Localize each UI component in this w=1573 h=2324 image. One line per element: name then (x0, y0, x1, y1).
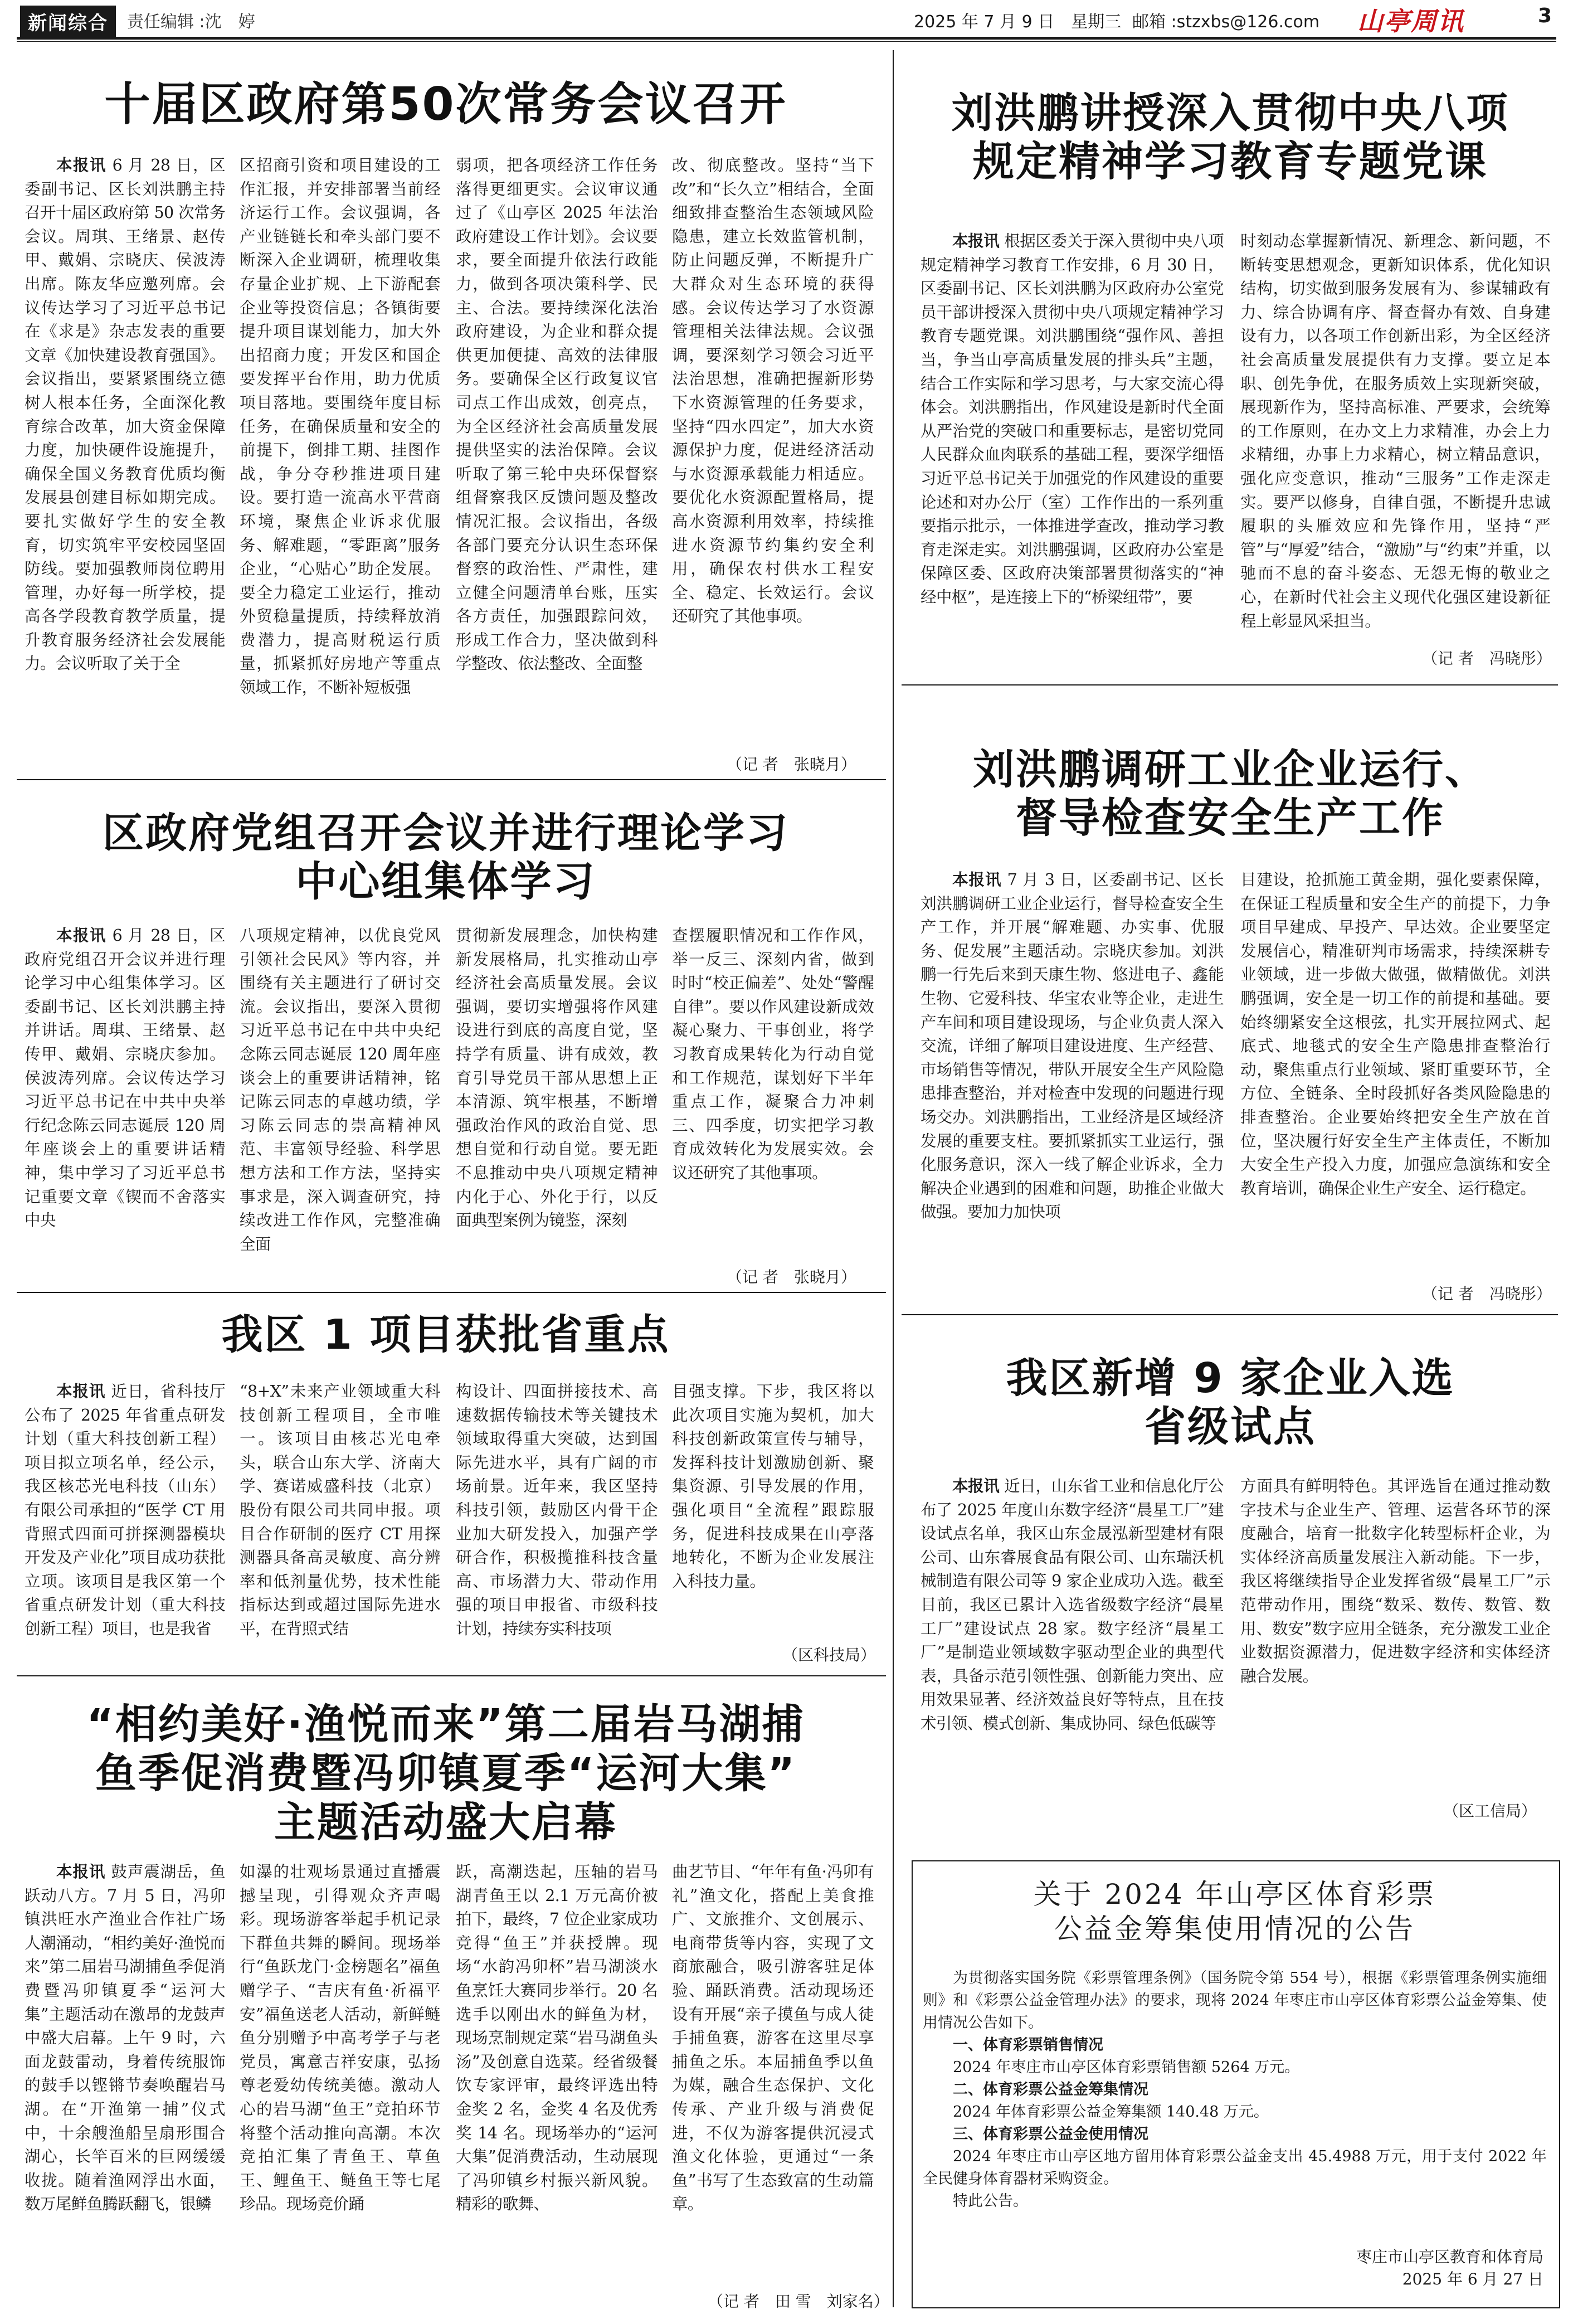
page-header (0, 0, 1573, 36)
article-column: “8+X”未来产业领域重大科技创新工程项目，全市唯一。该项目由核芯光电牵头，联合山东大学、济南大学、赛诺威盛科技（北京）股份有限公司共同申报。项目合作研制的医疗 CT 用探测器具备高灵敏度、高分辨率和低剂量优势，技术性能指标达到或超过国际先进水平，在背照式结 (240, 1382, 440, 1638)
page-number: 3 (1538, 4, 1552, 27)
article-column: 改、彻底整改。坚持“当下改”和“长久立”相结合，全面细致排查整治生态领域风险隐患，建立长效监管机制，防止问题反弹，不断提升广大群众对生态环境的获得感。会议传达学习了水资源管理相关法律法规。会议强调，要深刻学习领会习近平法治思想，准确把握新形势下水资源管理的任务要求，坚持“四水四定”，加大水资源保护力度，促进经济活动与水资源承载能力相适应。要优化水资源配置格局，提高水资源利用效率，持续推进水资源节约集约安全利用，确保农村供水工程安全、稳定、长效运行。会议还研究了其他事项。 (672, 156, 874, 626)
byline: （区工信局） (1443, 1802, 1537, 1820)
article-column: 本报讯 7 月 3 日，区委副书记、区长刘洪鹏调研工业企业运行，督导检查安全生产工作，并开展“解难题、办实事、优服务、促发展”主题活动。宗晓庆参加。刘洪鹏一行先后来到天康生物、悠进电子、鑫能生物、它爱科技、华宝农业等企业，走进生产车间和项目建设现场，与企业负责人深入交流，详细了解项目建设进度、生产经营、市场销售等情况，带队开展安全生产风险隐患排查整治，并对检查中发现的问题进行现场交办。刘洪鹏指出，工业经济是区域经济发展的重要支柱。要抓紧抓实工业运行，强化服务意识，深入一线了解企业诉求，全力解决企业遇到的困难和问题，助推企业做大做强。要加力加快项 (921, 871, 1224, 1222)
article-column: 区招商引资和项目建设的工作汇报，并安排部署当前经济运行工作。会议强调，各产业链链长和牵头部门要不断深入企业调研，梳理收集存量企业扩规、上下游配套企业等投资信息；各镇街要提升项目谋划能力，加大外出招商力度；开发区和国企要发挥平台作用，助力优质项目落地。要围绕年度目标任务，在确保质量和安全的前提下，倒排工期、挂图作战，争分夺秒推进项目建设。要打造一流高水平营商环境，聚焦企业诉求优服务、解难题，“零距离”服务企业，“心贴心”助企发展。要全力稳定工业运行，推动外贸稳量提质，持续释放消费潜力，提高财税运行质量，抓紧抓好房地产等重点领域工作，不断补短板强 (240, 156, 440, 697)
lead-label: 本报讯 (952, 871, 1002, 889)
header-rule-thin (17, 41, 1556, 42)
notice-section-heading: 三、体育彩票公益金使用情况 (953, 2126, 1148, 2143)
article-headline: 十届区政府第50次常务会议召开 (104, 78, 787, 131)
article-column: 构设计、四面拼接技术、高速数据传输技术等关键技术领域取得重大突破，达到国际先进水平，具有广阔的市场前景。近年来，我区坚持科技引领，鼓励区内骨干企业加大研发投入，加强产学研合作，积极揽推科技含量高、市场潜力大、带动作用强的项目申报省、市级科技计划，持续夯实科技项 (456, 1382, 658, 1638)
divider (902, 1314, 1558, 1315)
article-column: 时刻动态掌握新情况、新理念、新问题，不断转变思想观念，更新知识体系，优化知识结构，切实做到服务发展有为、参谋辅政有力、综合协调有序、督查督办有效、自身建设有力，以各项工作创新出彩，为全区经济社会高质量发展提供有力支撑。要立足本职、创先争优，在服务质效上实现新突破，展现新作为，坚持高标准、严要求，会统筹的工作原则，在办文上力求精准，办会上力求精细，办事上力求精心，树立精品意识，强化应变意识，推动“三服务”工作走深走实。要严以修身，自律自强，不断提升忠诚履职的头雁效应和先锋作用，坚持“严管”与“厚爱”结合，“激励”与“约束”并重，以驰而不息的奋斗姿态、无怨无悔的敬业之心，在新时代社会主义现代化强区建设新征程上彰显风采担当。 (1240, 232, 1550, 630)
article-headline: 区政府党组召开会议并进行理论学习 中心组集体学习 (103, 809, 789, 906)
column-divider (893, 50, 894, 2307)
newspaper-logo: 山亭周讯 (1357, 6, 1464, 36)
article-column: 方面具有鲜明特色。其评选旨在通过推动数字技术与企业生产、管理、运营各环节的深度融合，培育一批数字化转型标杆企业，为实体经济高质量发展注入新动能。下一步，我区将继续指导企业发挥省级“晨星工厂”示范带动作用，围绕“数采、数传、数管、数用、数安”数字应用全链条，充分激发工业企业数据资源潜力，促进数字经济和实体经济融合发展。 (1240, 1477, 1550, 1685)
notice-date: 2025 年 6 月 27 日 (1402, 2270, 1543, 2288)
article-column: 查摆履职情况和工作作风，举一反三、深刻内省，做到时时“校正偏差”、处处“警醒自律”。要以作风建设新成效凝心聚力、干事创业，将学习教育成果转化为行动自觉和工作规范，谋划好下半年重点工作，凝聚合力冲刺三、四季度，切实把学习教育成效转化为发展实效。会议还研究了其他事项。 (672, 926, 874, 1182)
byline: （记 者 田 雪 刘家名） (708, 2292, 889, 2311)
notice-section-text: 2024 年枣庄市山亭区体育彩票销售额 5264 万元。 (953, 2059, 1300, 2076)
divider (902, 684, 1558, 685)
article-column: 本报讯 根据区委关于深入贯彻中央八项规定精神学习教育工作安排，6 月 30 日，区委副书记、区长刘洪鹏为区政府办公室党员干部讲授深入贯彻中央八项规定精神学习教育专题党课。刘洪鹏围绕“强作风、善担当，争当山亭高质量发展的排头兵”主题，结合工作实际和学习思考，与大家交流心得体会。刘洪鹏指出，作风建设是新时代全面从严治党的突破口和重要标志，是密切党同人民群众血肉联系的基础工程，要深学细悟习近平总书记关于加强党的作风建设的重要论述和对办公厅（室）工作作出的一系列重要指示批示，一体推进学查改，推动学习教育走深走实。刘洪鹏强调，区政府办公室是保障区委、区政府决策部署贯彻落实的“神经中枢”，是连接上下的“桥梁纽带”，要 (921, 232, 1224, 606)
article-column: 本报讯 近日，山东省工业和信息化厅公布了 2025 年度山东数字经济“晨星工厂”建设试点名单，我区山东金晟泓新型建材有限公司、山东睿展食品有限公司、山东瑞沃机械制造有限公司等 9 家企业成功入选。截至目前，我区已累计入选省级数字经济“晨星工厂”建设试点 28 家。数字经济“晨星工厂”是制造业领域数字驱动型企业的典型代表，具备示范引领性强、创新能力突出、应用效果显著、经济效益良好等特点，且在技术引领、模式创新、集成协同、绿色低碳等 (921, 1477, 1224, 1733)
divider (17, 1675, 886, 1676)
divider (17, 1292, 886, 1293)
contact-email: 邮箱 :stzxbs@126.com (1132, 12, 1320, 32)
article-column: 目建设，抢抓施工黄金期，强化要素保障，在保证工程质量和安全生产的前提下，力争项目早建成、早投产、早达效。企业要坚定发展信心，精准研判市场需求，持续深耕专业领域，进一步做大做强，做精做优。刘洪鹏强调，安全是一切工作的前提和基础。要始终绷紧安全这根弦，扎实开展拉网式、起底式、地毯式的安全生产隐患排查整治行动，聚焦重点行业领域、紧盯重要环节，全方位、全链条、全时段抓好各类风险隐患的排查整治。企业要始终把安全生产放在首位，坚决履行好安全生产主体责任，不断加大安全生产投入力度，加强应急演练和安全教育培训，确保企业生产安全、运行稳定。 (1240, 871, 1550, 1198)
issue-date: 2025 年 7 月 9 日 星期三 (914, 12, 1122, 32)
article-column: 八项规定精神，以优良党风引领社会民风》等内容，并围绕有关主题进行了研讨交流。会议指出，要深入贯彻习近平总书记在中共中央纪念陈云同志诞辰 120 周年座谈会上的重要讲话精神，铭记陈云同志的卓越功绩，学习陈云同志的崇高精神风范、丰富领导经验、科学思想方法和工作方法，坚持实事求是，深入调查研究，持续改进工作作风，完整准确全面 (240, 926, 440, 1253)
article-headline: “相约美好·渔悦而来”第二届岩马湖捕 鱼季促消费暨冯卯镇夏季“运河大集” 主题活动盛大启幕 (86, 1700, 805, 1846)
article-column: 本报讯 鼓声震湖岳，鱼跃动八方。7 月 5 日，冯卯镇洪旺水产渔业合作社广场人潮涌动，“相约美好·渔悦而来”第二届岩马湖捕鱼季促消费暨冯卯镇夏季“运河大集”主题活动在激昂的龙鼓声中盛大启幕。上午 9 时，六面龙鼓雷动，身着传统服饰的鼓手以铿锵节奏唤醒岩马湖。在“开渔第一捕”仪式中，十余艘渔船呈扇形围合湖心，长竿百米的巨网缓缓收拢。随着渔网浮出水面，数万尾鲜鱼腾跃翻飞，银鳞 (25, 1863, 225, 2214)
article-column: 跃，高潮迭起，压轴的岩马湖青鱼王以 2.1 万元高价被拍下，最终，7 位企业家成功竞得“鱼王”并获授牌。现场“水韵冯卯杯”岩马湖淡水鱼烹饪大赛同步举行。20 名选手以刚出水的鲜鱼为材，现场烹制规定菜“岩马湖鱼头汤”及创意自选菜。经省级餐饮专家评审，最终评选出特金奖 2 名，金奖 4 名及优秀奖 14 名。现场举办的“运河大集”促消费活动，生动展现了冯卯镇乡村振兴新风貌。精彩的歌舞、 (456, 1863, 658, 2214)
article-headline: 刘洪鹏调研工业企业运行、 督导检查安全生产工作 (973, 746, 1488, 843)
notice-title: 关于 2024 年山亭区体育彩票 公益金筹集使用情况的公告 (1033, 1878, 1436, 1945)
byline: （记 者 张晓月） (727, 1268, 856, 1286)
byline: （记 者 冯晓彤） (1422, 649, 1552, 668)
header-rule (17, 37, 1556, 40)
notice-section-heading: 一、体育彩票销售情况 (953, 2036, 1103, 2054)
lead-label: 本报讯 (56, 156, 107, 174)
byline: （记 者 张晓月） (727, 755, 856, 774)
section-tag: 新闻综合 (20, 6, 116, 37)
notice-section-text: 2024 年体育彩票公益金筹集额 140.48 万元。 (953, 2103, 1269, 2121)
notice-intro: 为贯彻落实国务院《彩票管理条例》（国务院令第 554 号），根据《彩票管理条例实施细则》和《彩票公益金管理办法》的要求，现将 2024 年枣庄市山亭区体育彩票公益金筹集、使用情况公告如下。 (923, 1970, 1547, 2031)
notice-closing: 特此公告。 (953, 2192, 1028, 2210)
article-column: 本报讯 6 月 28 日，区政府党组召开会议并进行理论学习中心组集体学习。区委副书记、区长刘洪鹏主持并讲话。周琪、王绪景、赵传甲、戴娟、宗晓庆参加。侯波涛列席。会议传达学习习近平总书记在中共中央举行纪念陈云同志诞辰 120 周年座谈会上的重要讲话精神，集中学习了习近平总书记重要文章《锲而不舍落实中央 (25, 926, 225, 1230)
notice-section-heading: 二、体育彩票公益金筹集情况 (953, 2081, 1148, 2098)
article-column: 弱项，把各项经济工作任务落得更细更实。会议审议通过了《山亭区 2025 年法治政府建设工作计划》。会议要求，要全面提升依法行政能力，做到各项决策科学、民主、合法。要持续深化法治政府建设，为企业和群众提供更加便捷、高效的法律服务。要确保全区行政复议官司点工作出成效，创亮点，为全区经济社会高质量发展提供坚实的法治保障。会议听取了第三轮中央环保督察组督察我区反馈问题及整改情况汇报。会议指出，各级各部门要充分认识生态环保督察的政治性、严肃性，建立健全问题清单台账，压实各方责任，加强跟踪问效，形成工作合力，坚决做到科学整改、依法整改、全面整 (456, 156, 658, 673)
article-column: 贯彻新发展理念，加快构建新发展格局，扎实推动山亭经济社会高质量发展。会议强调，要切实增强将作风建设进行到底的高度自觉，坚持学有质量、讲有成效，教育引导党员干部从思想上正本清源、筑牢根基，不断增强政治作风的政治自觉、思想自觉和行动自觉。要无距不息推动中央八项规定精神内化于心、外化于行，以反面典型案例为镜鉴，深刻 (456, 926, 658, 1230)
lead-label: 本报讯 (952, 1477, 1000, 1495)
notice-issuer: 枣庄市山亭区教育和体育局 (1356, 2248, 1543, 2266)
lead-label: 本报讯 (56, 1863, 106, 1881)
article-headline: 刘洪鹏讲授深入贯彻中央八项 规定精神学习教育专题党课 (951, 89, 1509, 186)
article-headline: 我区新增 9 家企业入选 省级试点 (1006, 1354, 1455, 1451)
byline: （记 者 冯晓彤） (1422, 1285, 1552, 1303)
lead-label: 本报讯 (952, 232, 1000, 250)
divider (17, 779, 886, 780)
article-headline: 我区 1 项目获批省重点 (221, 1311, 670, 1359)
notice-signature (1270, 2246, 1543, 2291)
article-column: 目强支撑。下步，我区将以此次项目实施为契机，加大科技创新政策宣传与辅导，发挥科技计划激励创新、聚集资源、引导发展的作用，强化项目“全流程”跟踪服务，促进科技成果在山亭落地转化，不断为企业发展注入科技力量。 (672, 1382, 874, 1591)
notice-section-text: 2024 年枣庄市山亭区地方留用体育彩票公益金支出 45.4988 万元，用于支付 2022 年全民健身体育器材采购资金。 (923, 2148, 1547, 2187)
notice-body (923, 1967, 1547, 2213)
lead-label: 本报讯 (56, 926, 107, 945)
article-column: 如瀑的壮观场景通过直播震撼呈现，引得观众齐声喝彩。现场游客举起手机记录下群鱼共舞的瞬间。现场举行“鱼跃龙门·金榜题名”福鱼赠学子、“吉庆有鱼·祈福平安”福鱼送老人活动，新鲜鲢鱼分别赠予中高考学子与老党员，寓意吉祥安康，弘扬尊老爱幼传统美德。激动人心的岩马湖“鱼王”竞拍环节将整个活动推向高潮。本次竞拍汇集了青鱼王、草鱼王、鲤鱼王、鲢鱼王等七尾珍品。现场竞价踊 (240, 1863, 440, 2214)
article-column: 曲艺节目、“年年有鱼·冯卯有礼”渔文化，搭配上美食推广、文旅推介、文创展示、电商带货等内容，实现了文商旅融合，吸引游客驻足体验、踊跃消费。活动现场还设有开展“亲子摸鱼与成人徒手捕鱼赛，游客在这里尽享捕鱼之乐。本届捕鱼季以鱼为媒，融合生态保护、文化传承、产业升级与消费促进，不仅为游客提供沉浸式渔文化体验，更通过“一条鱼”书写了生态致富的生动篇章。 (672, 1863, 874, 2214)
article-column: 本报讯 近日，省科技厅公布了 2025 年省重点研发计划（重大科技创新工程）项目拟立项名单，经公示，我区核芯光电科技（山东）有限公司承担的“医学 CT 用背照式四面可拼探测器模块开发及产业化”项目成功获批立项。该项目是我区第一个省重点研发计划（重大科技创新工程）项目，也是我省 (25, 1382, 225, 1638)
lead-label: 本报讯 (56, 1382, 106, 1401)
editor-credit: 责任编辑 :沈 婷 (127, 12, 255, 32)
byline: （区科技局） (782, 1646, 876, 1664)
article-column: 本报讯 6 月 28 日，区委副书记、区长刘洪鹏主持召开十届区政府第 50 次常务会议。周琪、王绪景、赵传甲、戴娟、宗晓庆、侯波涛出席。陈友华应邀列席。会议传达学习了习近平总书记在《求是》杂志发表的重要文章《加快建设教育强国》。会议指出，要紧紧围绕立德树人根本任务，全面深化教育综合改革，加大资金保障力度，加快硬件设施提升，确保全国义务教育优质均衡发展县创建目标如期完成。要扎实做好学生的安全教育，切实筑牢平安校园坚固防线。要加强教师岗位聘用管理，办好每一所学校，提高各学段教育教学质量，提升教育服务经济社会发展能力。会议听取了关于全 (25, 156, 225, 673)
